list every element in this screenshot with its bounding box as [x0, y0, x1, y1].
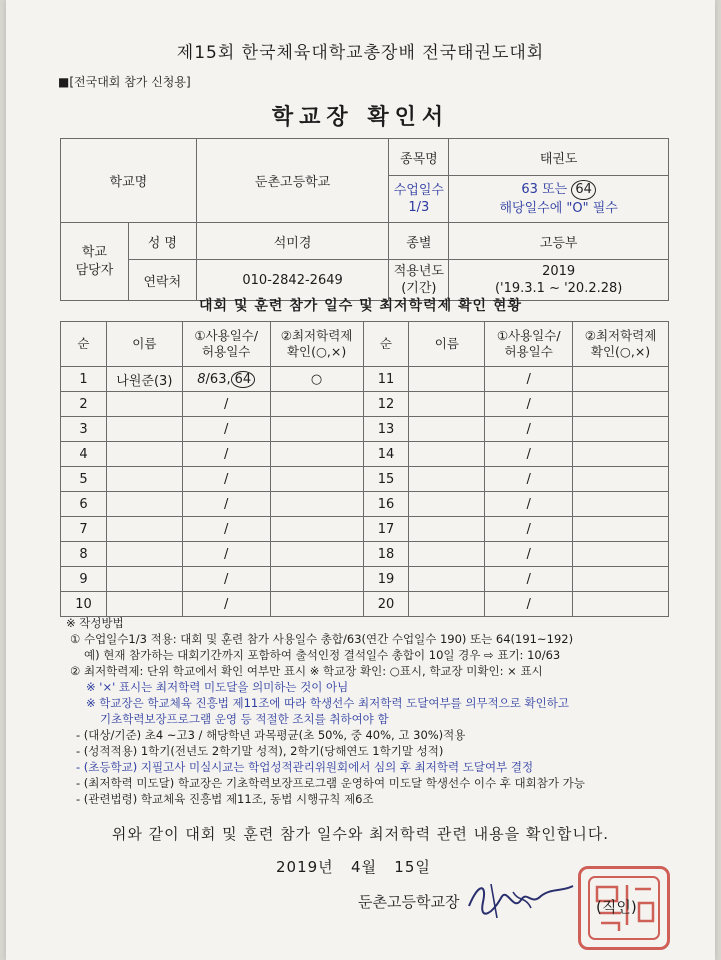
- row-no: 5: [61, 467, 107, 492]
- seal-label: (직인): [596, 898, 637, 916]
- year-label-line1: 적용년도: [393, 264, 444, 279]
- event-value: 태권도: [449, 139, 669, 176]
- student-days: 8/63, 64: [182, 367, 270, 392]
- event-label: 종목명: [389, 139, 449, 176]
- student-days: /: [182, 517, 270, 542]
- student-check-right: [573, 392, 669, 417]
- issue-date: 2019년 4월 15일: [276, 858, 431, 876]
- category-value: 고등부: [449, 223, 669, 260]
- header-no-right: 순: [363, 322, 409, 367]
- table-header-row: [61, 322, 669, 367]
- row-no-right: 15: [363, 467, 409, 492]
- handwritten-days-used: 8: [197, 371, 206, 387]
- row-no-right: 19: [363, 567, 409, 592]
- row-no-right: 14: [363, 442, 409, 467]
- student-check: [270, 417, 363, 442]
- principal-signature: [461, 872, 581, 922]
- note-9: - (관련법령) 학교체육 진흥법 제11조, 동법 시행규칙 제6조: [76, 792, 374, 806]
- student-check: [270, 567, 363, 592]
- student-days-right: /: [485, 517, 573, 542]
- contact-value: 010-2842-2649: [196, 260, 389, 301]
- student-days-right: /: [485, 417, 573, 442]
- student-check-right: [573, 492, 669, 517]
- student-days: /: [182, 467, 270, 492]
- student-name-right: [409, 417, 485, 442]
- manager-label-line2: 담당자: [75, 262, 114, 278]
- class-days-label: [389, 176, 449, 223]
- row-no: 9: [61, 567, 107, 592]
- manager-name: 석미경: [196, 223, 389, 260]
- row-no-right: 12: [363, 392, 409, 417]
- circled-allowed-days: 64: [231, 371, 256, 388]
- student-name: [106, 417, 182, 442]
- student-days: /: [182, 392, 270, 417]
- row-no-right: 13: [363, 417, 409, 442]
- document-page: [6, 0, 715, 960]
- table-row: [61, 492, 669, 517]
- manager-label-line1: 학교: [81, 244, 107, 260]
- table-row: [61, 367, 669, 392]
- table-row: [61, 517, 669, 542]
- student-days: /: [182, 567, 270, 592]
- student-days-right: /: [485, 592, 573, 617]
- year-value-line2: ('19.3.1 ~ '20.2.28): [494, 281, 623, 296]
- document-title: 학교장 확인서: [271, 105, 450, 130]
- row-no: 6: [61, 492, 107, 517]
- student-name-right: [409, 392, 485, 417]
- student-check-right: [573, 367, 669, 392]
- student-days: /: [182, 592, 270, 617]
- notes-heading: ※ 작성방법: [66, 616, 124, 630]
- row-no-right: 18: [363, 542, 409, 567]
- student-days: /: [182, 442, 270, 467]
- year-label-line2: (기간): [401, 281, 437, 296]
- participation-table: [60, 321, 669, 617]
- note-4-cont: 기초학력보장프로그램 운영 등 적절한 조치를 취하여야 함: [100, 712, 389, 726]
- student-check-right: [573, 592, 669, 617]
- student-name: [106, 542, 182, 567]
- row-no-right: 11: [363, 367, 409, 392]
- student-name-right: [409, 567, 485, 592]
- row-no-right: 17: [363, 517, 409, 542]
- table-row: [61, 417, 669, 442]
- student-name-right: [409, 542, 485, 567]
- student-days-right: /: [485, 467, 573, 492]
- student-name: [106, 442, 182, 467]
- student-check: [270, 492, 363, 517]
- table-row: [61, 392, 669, 417]
- student-check: [270, 517, 363, 542]
- school-name: 둔촌고등학교: [196, 139, 389, 223]
- row-no: 3: [61, 417, 107, 442]
- student-name-right: [409, 492, 485, 517]
- note-2: ② 최저학력제: 단위 학교에서 확인 여부만 표시 ※ 학교장 확인: ○표시, 학교장 미확인: × 표시: [70, 664, 543, 678]
- form-type-label: ■[전국대회 참가 신청용]: [58, 75, 191, 89]
- event-title: 제15회 한국체육대학교총장배 전국태권도대회: [176, 43, 545, 63]
- note-3: ※ '×' 표시는 최저학력 미도달을 의미하는 것이 아님: [86, 680, 349, 694]
- student-name: [106, 592, 182, 617]
- name-label: 성 명: [128, 223, 196, 260]
- student-check: [270, 542, 363, 567]
- note-4: ※ 학교장은 학교체육 진흥법 제11조에 따라 학생선수 최저학력 도달여부를 의무적으로 확인하고: [86, 696, 569, 710]
- student-check-right: [573, 567, 669, 592]
- contact-label: 연락처: [128, 260, 196, 301]
- row-no: 8: [61, 542, 107, 567]
- instructions-notes: [66, 615, 670, 807]
- student-name-right: [409, 367, 485, 392]
- header-days: ①사용일수/ 허용일수: [182, 322, 270, 367]
- table-row: [61, 442, 669, 467]
- student-name: [106, 392, 182, 417]
- student-days-right: /: [485, 392, 573, 417]
- student-days-right: /: [485, 442, 573, 467]
- student-days-right: /: [485, 567, 573, 592]
- class-days-options: 63 또는: [521, 182, 568, 197]
- year-value-line1: 2019: [542, 264, 576, 279]
- school-label: 학교명: [61, 139, 197, 223]
- note-7: - (초등학교) 지필고사 미실시교는 학업성적관리위원회에서 심의 후 최저학력 도달여부 결정: [76, 760, 534, 774]
- student-name-right: [409, 442, 485, 467]
- student-check-right: [573, 417, 669, 442]
- row-no: 1: [61, 367, 107, 392]
- class-days-label-line1: 수업일수: [393, 183, 444, 198]
- student-check: ○: [270, 367, 363, 392]
- student-days-right: /: [485, 367, 573, 392]
- note-1: ① 수업일수1/3 적용: 대회 및 훈련 참가 사용일수 총합/63(연간 수업일수 190) 또는 64(191~192): [70, 632, 574, 646]
- student-check: [270, 467, 363, 492]
- header-min-academic: ②최저학력제 확인(○,×): [270, 322, 363, 367]
- row-no: 7: [61, 517, 107, 542]
- table-row: [61, 467, 669, 492]
- class-days-label-line2: 1/3: [408, 200, 430, 215]
- student-days: /: [182, 492, 270, 517]
- student-days-right: /: [485, 542, 573, 567]
- class-days-value: [449, 176, 669, 223]
- student-check-right: [573, 467, 669, 492]
- row-no: 10: [61, 592, 107, 617]
- manager-label: [61, 223, 129, 301]
- principal-title: 둔촌고등학교장: [358, 893, 460, 911]
- class-days-note: 해당일수에 "O" 필수: [499, 201, 618, 216]
- row-no-right: 20: [363, 592, 409, 617]
- student-check-right: [573, 517, 669, 542]
- student-days: /: [182, 542, 270, 567]
- student-name: [106, 517, 182, 542]
- category-label: 종별: [389, 223, 449, 260]
- student-days: /: [182, 417, 270, 442]
- row-no-right: 16: [363, 492, 409, 517]
- student-check: [270, 592, 363, 617]
- student-days-right: /: [485, 492, 573, 517]
- row-no: 4: [61, 442, 107, 467]
- note-6: - (성적적용) 1학기(전년도 2학기말 성적), 2학기(당해연도 1학기말 성적): [76, 744, 444, 758]
- header-days-right: ①사용일수/ 허용일수: [485, 322, 573, 367]
- header-name: 이름: [106, 322, 182, 367]
- header-min-academic-right: ②최저학력제 확인(○,×): [573, 322, 669, 367]
- header-name-right: 이름: [409, 322, 485, 367]
- table-row: [61, 542, 669, 567]
- student-name: [106, 567, 182, 592]
- student-check-right: [573, 442, 669, 467]
- note-1-example: 예) 현재 참가하는 대회기간까지 포함하여 출석인정 결석일수 총합이 10일 경우 ⇨ 표기: 10/63: [84, 648, 561, 662]
- school-info-table: [60, 138, 669, 301]
- student-check-right: [573, 542, 669, 567]
- student-name: 나원준(3): [106, 367, 182, 392]
- table-row: [61, 592, 669, 617]
- student-name-right: [409, 467, 485, 492]
- student-name: [106, 492, 182, 517]
- row-no: 2: [61, 392, 107, 417]
- section-title: 대회 및 훈련 참가 일수 및 최저학력제 확인 현황: [199, 298, 522, 314]
- note-5: - (대상/기준) 초4 ~고3 / 해당학년 과목평균(초 50%, 중 40%, 고 30%)적용: [76, 728, 466, 742]
- note-8: - (최저학력 미도달) 학교장은 기초학력보장프로그램 운영하여 미도달 학생선수 이수 후 대회참가 가능: [76, 776, 585, 790]
- header-no: 순: [61, 322, 107, 367]
- student-name: [106, 467, 182, 492]
- student-check: [270, 392, 363, 417]
- circled-days-value: 64: [571, 180, 596, 200]
- student-check: [270, 442, 363, 467]
- table-row: [61, 567, 669, 592]
- student-name-right: [409, 517, 485, 542]
- closing-statement: 위와 같이 대회 및 훈련 참가 일수와 최저학력 관련 내용을 확인합니다.: [111, 825, 610, 843]
- student-name-right: [409, 592, 485, 617]
